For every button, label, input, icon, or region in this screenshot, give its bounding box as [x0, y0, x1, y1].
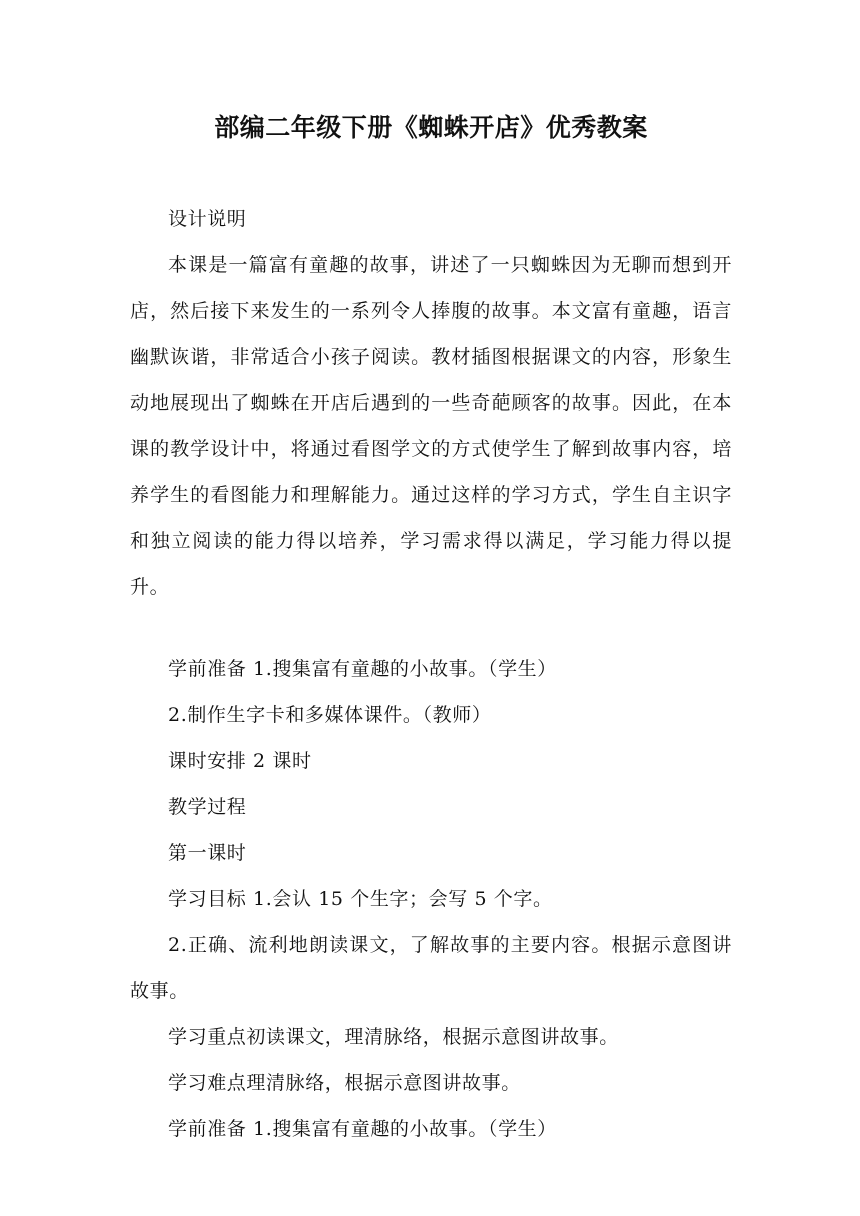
key-point-line: 学习重点初读课文，理清脉络，根据示意图讲故事。	[168, 1026, 619, 1048]
paragraph-spacer	[130, 610, 732, 646]
goal-item-1: 学习目标 1.会认 15 个生字；会写 5 个字。	[168, 888, 553, 910]
prep-item-1: 学前准备 1.搜集富有童趣的小故事。（学生）	[168, 658, 557, 680]
schedule-line: 课时安排 2 课时	[168, 750, 312, 772]
prep-item-repeat: 学前准备 1.搜集富有童趣的小故事。（学生）	[168, 1118, 557, 1140]
section-heading-design: 设计说明	[168, 208, 247, 230]
process-heading: 教学过程	[168, 796, 247, 818]
difficulty-line: 学习难点理清脉络，根据示意图讲故事。	[168, 1072, 521, 1094]
prep-item-2: 2.制作生字卡和多媒体课件。（教师）	[168, 704, 492, 726]
lesson-heading: 第一课时	[168, 842, 247, 864]
design-paragraph: 本课是一篇富有童趣的故事，讲述了一只蜘蛛因为无聊而想到开店，然后接下来发生的一系列令人捧腹的故事。本文富有童趣，语言幽默诙谐，非常适合小孩子阅读。教材插图根据课文的内容，形象生动地展现出了蜘蛛在开店后遇到的一些奇葩顾客的故事。因此，在本课的教学设计中，将通过看图学文的方式使学生了解到故事内容，培养学生的看图能力和理解能力。通过这样的学习方式，学生自主识字和独立阅读的能力得以培养，学习需求得以满足，学习能力得以提升。	[130, 254, 732, 598]
goal-item-2: 2.正确、流利地朗读课文，了解故事的主要内容。根据示意图讲故事。	[130, 934, 732, 1002]
document-title: 部编二年级下册《蜘蛛开店》优秀教案	[214, 113, 648, 142]
document-body	[130, 196, 732, 1152]
